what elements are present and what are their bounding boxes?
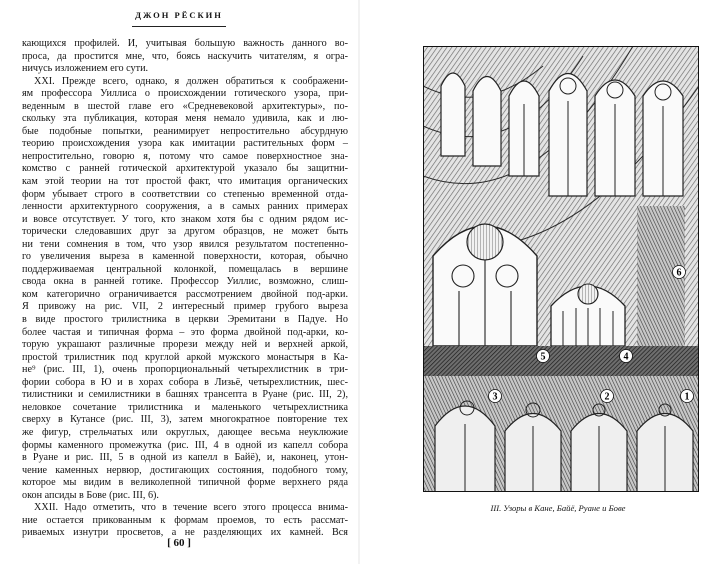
text-line: и вовсе отсутствует. У того, кто знаком хотя бы с одним рядом ис- xyxy=(22,213,348,225)
text-line: не⁹ (рис. III, 1), очень пропорциональный четырехлистник в три- xyxy=(22,364,348,376)
text-line: неловкое сочетание трилистника и маленького четырехлистника xyxy=(22,401,348,413)
figure-caption: III. Узоры в Кане, Байё, Руане и Бове xyxy=(490,503,626,513)
running-head-rule xyxy=(132,26,226,27)
text-line: форм убывает строго в соответствии со степенью временной отда- xyxy=(22,188,348,200)
text-line: XXII. Надо отметить, что в течение всего этого процесса внима- xyxy=(34,502,348,514)
cornice-band xyxy=(423,346,699,376)
figure-label-5 xyxy=(537,350,550,363)
figure-label-6 xyxy=(673,266,686,279)
text-line: го увеличения выреза в каменной поверхности, которая, обычно xyxy=(22,251,348,263)
text-line: которое мы видим в великолепной типичной форме верхнего ряда xyxy=(22,477,348,489)
text-line: веденным в шестой главе его «Средневековой архитектуры», по- xyxy=(22,100,348,112)
text-line: бые подобные попытки, реанимирует непростительно абсурдную xyxy=(22,125,348,137)
svg-text:5: 5 xyxy=(540,351,546,363)
text-line: тилистники и семилистники в башнях трансепта в Руане (рис. III, 2), xyxy=(22,389,348,401)
text-line: фории собора в Ю и в хорах собора в Лизьё, четырехлистник, шес- xyxy=(22,376,348,388)
text-line: ни тени сомнения в том, что узор явился результатом постепенно- xyxy=(22,238,348,250)
text-line: свода окна в ранней готике. Профессор Уиллис, возможно, слиш- xyxy=(22,276,348,288)
text-line: поддерживаемая центральной колонкой, помещалась в вершине xyxy=(22,263,348,275)
text-line: чение каменных нервюр, достигающих состояния, подобного тому, xyxy=(22,464,348,476)
figure-label-3 xyxy=(489,390,502,403)
text-line: ние остается прикованным к формам проемов, то есть рассмат- xyxy=(22,514,348,526)
left-page xyxy=(0,0,358,564)
engraving-figure xyxy=(423,46,699,492)
figure-label-1 xyxy=(681,390,694,403)
text-line: комство с ранней готической архитектурой указало бы защитни- xyxy=(22,163,348,175)
text-line: скольку эта публикация, которая меня немало удивила, как и лю- xyxy=(22,113,348,125)
text-line: торую украшают различные прорези между ней и верхней аркой, xyxy=(22,339,348,351)
running-head: ДЖОН РЁСКИН xyxy=(135,10,223,20)
text-line: формы каменного промежутка (рис. III, 4 в одной из капелл собора xyxy=(22,439,348,451)
text-line: Я привожу на рис. VII, 2 интересный пример грубого выреза xyxy=(22,301,348,313)
text-line: риваемых изнутри просветов, а не разделяющих их камней. Вся xyxy=(22,527,348,539)
text-line: сверху в Кутансе (рис. III, 3), затем многократное повторение тех xyxy=(22,414,348,426)
page-number: [ 60 ] xyxy=(167,537,191,549)
text-line: теорию происхождения узора как имитации растительных форм – xyxy=(22,138,348,150)
right-page xyxy=(360,0,717,564)
figure-label-4 xyxy=(620,350,633,363)
text-line: ленности архитектурного сооружения, а в самых ранних примерах xyxy=(22,201,348,213)
pier-shading xyxy=(637,206,685,366)
text-line: непростительно, говорю я, потому что самое поверхностное зна- xyxy=(22,150,348,162)
text-line: ям профессора Уиллиса о происхождении готического узора, при- xyxy=(22,88,348,100)
text-line: ком категорично ограничивается рассмотрением двойной под-арки. xyxy=(22,288,348,300)
text-line: XXI. Прежде всего, однако, я должен обратиться к соображени- xyxy=(34,75,348,87)
svg-text:4: 4 xyxy=(623,351,629,363)
text-line: проса, да простится мне, что, боясь наскучить читателям, я огра- xyxy=(22,50,348,62)
text-line: в Руане и рис. III, 5 в одной из капелл в Байё), и, наконец, утон- xyxy=(22,452,348,464)
trefoil-window-large xyxy=(433,224,537,346)
figure-label-2 xyxy=(601,390,614,403)
lower-arcade xyxy=(423,376,699,492)
text-line: простой трилистник под круглой аркой мужского монастыря в Ка- xyxy=(22,351,348,363)
text-line: же фигур, стрельчатых или округлых, дающее весьма неуклюжие xyxy=(22,426,348,438)
svg-text:6: 6 xyxy=(676,267,682,279)
text-line: кающихся профилей. И, учитывая большую важность данного во- xyxy=(22,38,348,49)
svg-text:3: 3 xyxy=(492,391,498,403)
text-line: кам этой теории на тот простой факт, что имитация органических xyxy=(22,176,348,188)
text-line: торически следовавших друг за другом образцов, не может быть xyxy=(22,226,348,238)
text-line: более частая и типичная форма – это форма двойной под-арки, ко- xyxy=(22,326,348,338)
body-text xyxy=(22,38,348,540)
svg-text:1: 1 xyxy=(684,391,690,403)
text-line: окон апсиды в Бове (рис. III, 6). xyxy=(22,489,159,501)
text-line: в виде простого трилистника в церкви Эремитани в Падуе. Но xyxy=(22,314,348,326)
svg-text:2: 2 xyxy=(604,391,610,403)
text-line: ничусь изложением его сути. xyxy=(22,63,149,75)
